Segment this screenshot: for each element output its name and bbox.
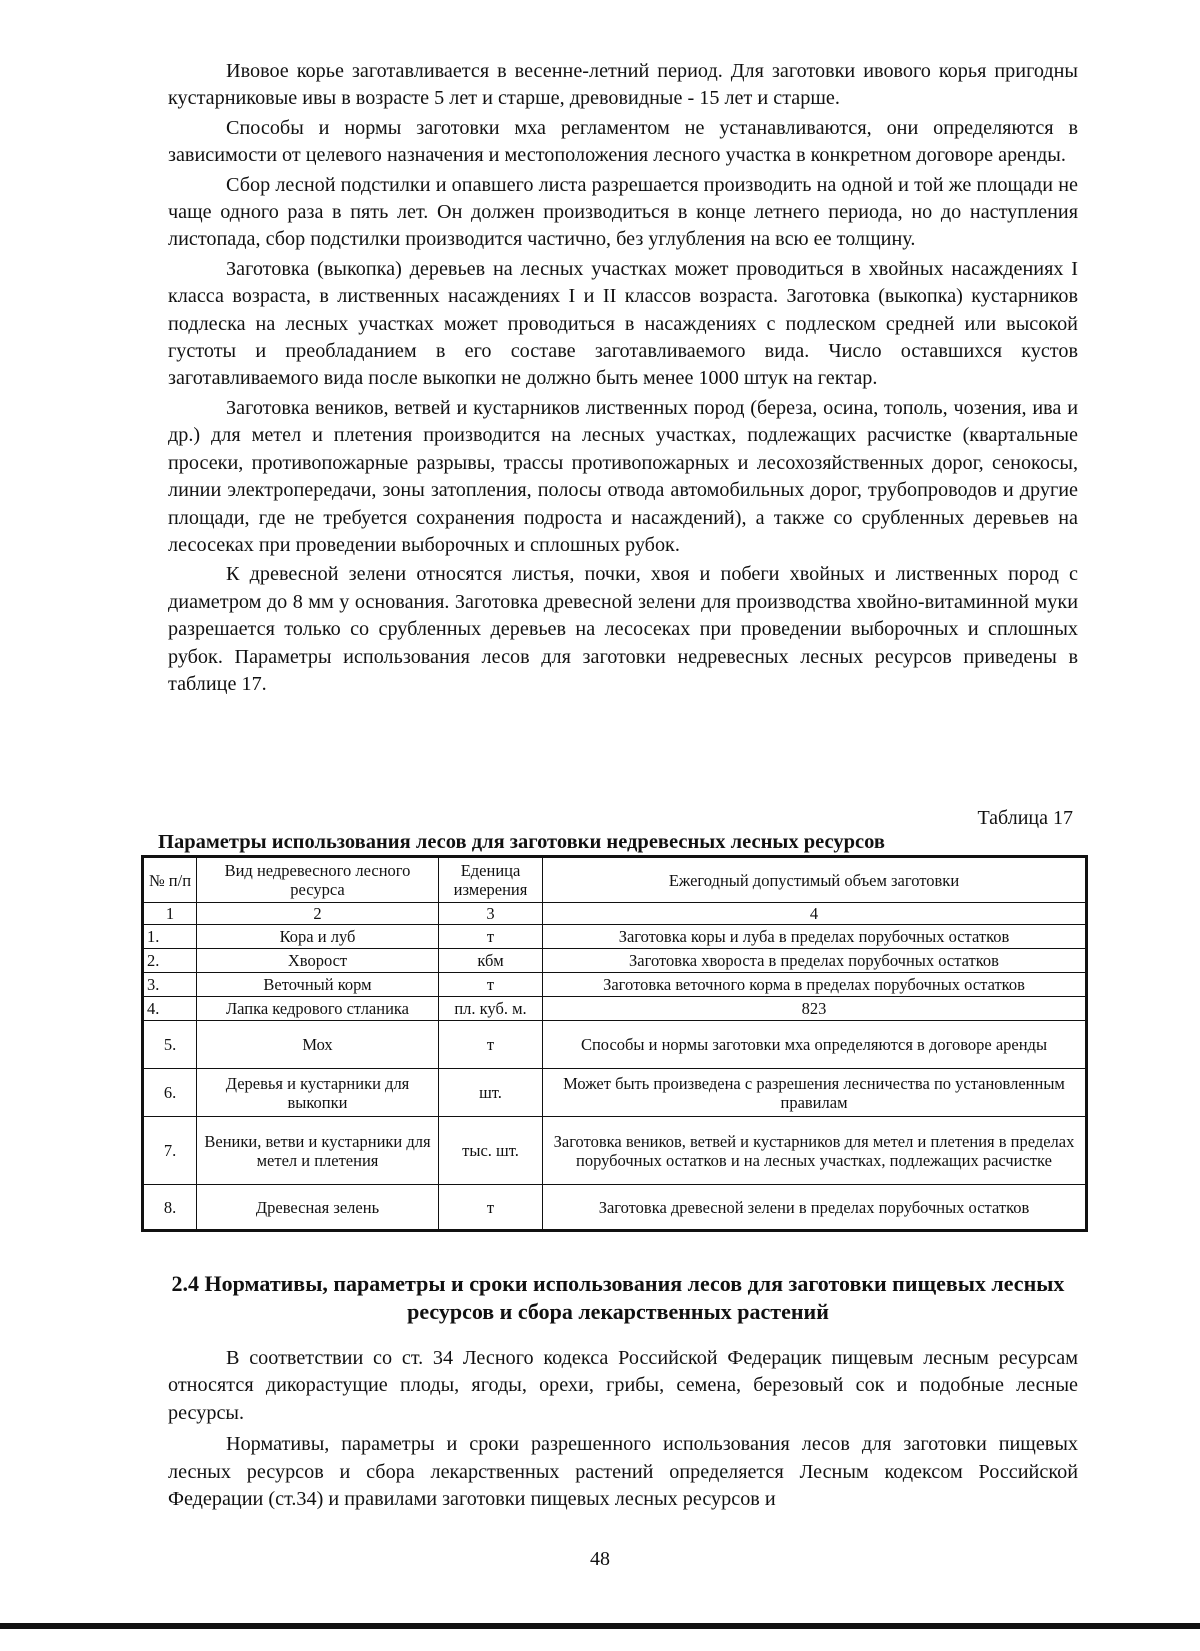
- table-row: [143, 973, 1087, 997]
- row-num: 3.: [143, 973, 197, 997]
- row-resource: Веточный корм: [197, 973, 439, 997]
- row-resource: Лапка кедрового стланика: [197, 997, 439, 1021]
- row-unit: т: [439, 1185, 543, 1231]
- row-volume: Заготовка хвороста в пределах порубочных остатков: [543, 949, 1087, 973]
- parameters-table: [141, 855, 1088, 1232]
- row-resource: Кора и луб: [197, 925, 439, 949]
- row-num: 8.: [143, 1185, 197, 1231]
- row-unit: шт.: [439, 1069, 543, 1117]
- column-number: 1: [143, 903, 197, 925]
- row-resource: Веники, ветви и кустарники для метел и плетения: [197, 1117, 439, 1185]
- paragraph: Нормативы, параметры и сроки разрешенного использования лесов для заготовки пищевых лесных ресурсов и сбора лекарственных растений определяется Лесным кодексом Российской Федерации (ст.34) и правилами заготовки пищевых лесных ресурсов и: [168, 1433, 1078, 1511]
- column-number: 2: [197, 903, 439, 925]
- row-volume: Способы и нормы заготовки мха определяются в договоре аренды: [543, 1021, 1087, 1069]
- table-row: [143, 1117, 1087, 1185]
- row-unit: пл. куб. м.: [439, 997, 543, 1021]
- table-row: [143, 925, 1087, 949]
- table-row: [143, 997, 1087, 1021]
- paragraph: Заготовка (выкопка) деревьев на лесных участках может проводиться в хвойных насаждениях I класса возраста, в лиственных насаждениях I и II классов возраста. Заготовка (выкопка) кустарников подлеска на лесных участках может проводиться в насаждениях с подлеском средней или высокой густоты и преобладанием в его составе заготавливаемого вида. Число оставшихся кустов заготавливаемого вида после выкопки не должно быть менее 1000 штук на гектар.: [168, 257, 1078, 390]
- table-header-row: [143, 857, 1087, 903]
- row-volume: Заготовка веников, ветвей и кустарников для метел и плетения в пределах порубочных остатков и на лесных участках, подлежащих расчистке: [543, 1117, 1087, 1185]
- table-row: [143, 1185, 1087, 1231]
- table-row: [143, 949, 1087, 973]
- row-num: 7.: [143, 1117, 197, 1185]
- paragraph: Ивовое корье заготавливается в весенне-летний период. Для заготовки ивового корья пригодны кустарниковые ивы в возрасте 5 лет и старше, древовидные - 15 лет и старше.: [168, 60, 1078, 110]
- row-num: 2.: [143, 949, 197, 973]
- row-volume: Заготовка коры и луба в пределах порубочных остатков: [543, 925, 1087, 949]
- paragraph: Сбор лесной подстилки и опавшего листа разрешается производить на одной и той же площади не чаще одного раза в пять лет. Он должен производиться в конце летнего периода, но до наступления листопада, сбор подстилки производится частично, без углубления на всю ее толщину.: [168, 173, 1078, 251]
- header-resource: Вид недревесного лесного ресурса: [197, 857, 439, 903]
- row-resource: Деревья и кустарники для выкопки: [197, 1069, 439, 1117]
- header-num: № п/п: [143, 857, 197, 903]
- row-num: 4.: [143, 997, 197, 1021]
- table-title: Параметры использования лесов для заготовки недревесных лесных ресурсов: [158, 831, 885, 853]
- row-volume: Может быть произведена с разрешения лесничества по установленным правилам: [543, 1069, 1087, 1117]
- paragraph: Способы и нормы заготовки мха регламентом не устанавливаются, они определяются в зависимости от целевого назначения и местоположения лесного участка в конкретном договоре аренды.: [168, 116, 1078, 167]
- header-unit: Еденица измерения: [439, 857, 543, 903]
- row-unit: тыс. шт.: [439, 1117, 543, 1185]
- section-heading: 2.4 Нормативы, параметры и сроки использования лесов для заготовки пищевых лесных ресурсов и сбора лекарственных растений: [171, 1271, 1065, 1324]
- column-number: 4: [543, 903, 1087, 925]
- row-unit: кбм: [439, 949, 543, 973]
- row-num: 1.: [143, 925, 197, 949]
- row-volume: 823: [543, 997, 1087, 1021]
- row-unit: т: [439, 1021, 543, 1069]
- table-caption: Таблица 17: [977, 807, 1073, 829]
- paragraph: К древесной зелени относятся листья, почки, хвоя и побеги хвойных и лиственных пород с диаметром до 8 мм у основания. Заготовка древесной зелени для производства хвойно-витаминной муки разрешается только со срубленных деревьев на лесосеках при проведении выборочных и сплошных рубок. Параметры использования лесов для заготовки недревесных лесных ресурсов приведены в таблице 17.: [168, 563, 1078, 695]
- table-row: [143, 1021, 1087, 1069]
- row-resource: Древесная зелень: [197, 1185, 439, 1231]
- row-volume: Заготовка древесной зелени в пределах порубочных остатков: [543, 1185, 1087, 1231]
- paragraph: Заготовка веников, ветвей и кустарников лиственных пород (береза, осина, тополь, чозения, ива и др.) для метел и плетения производится на лесных участках, подлежащих расчистке (квартальные просеки, противопожарные разрывы, трассы противопожарных и лесохозяйственных дорог, сенокосы, линии электропередачи, зоны затопления, полосы отвода автомобильных дорог, трубопроводов и другие площади, где не требуется сохранения подроста и насаждений), а также со срубленных деревьев на лесосеках при проведении выборочных и сплошных рубок.: [168, 396, 1078, 556]
- row-resource: Хворост: [197, 949, 439, 973]
- body-text: [168, 58, 1078, 700]
- row-unit: т: [439, 925, 543, 949]
- bottom-rule: [0, 1623, 1200, 1629]
- table-row: [143, 1069, 1087, 1117]
- row-volume: Заготовка веточного корма в пределах порубочных остатков: [543, 973, 1087, 997]
- section-text: [168, 1345, 1078, 1517]
- column-number: 3: [439, 903, 543, 925]
- row-num: 6.: [143, 1069, 197, 1117]
- page-number: 48: [590, 1548, 610, 1570]
- row-num: 5.: [143, 1021, 197, 1069]
- row-resource: Мох: [197, 1021, 439, 1069]
- paragraph: В соответствии со ст. 34 Лесного кодекса Российской Федерацик пищевым лесным ресурсам относятся дикорастущие плоды, ягоды, орехи, грибы, семена, березовый сок и подобные лесные ресурсы.: [168, 1347, 1078, 1424]
- header-volume: Ежегодный допустимый объем заготовки: [543, 857, 1087, 903]
- column-number-row: [143, 903, 1087, 925]
- row-unit: т: [439, 973, 543, 997]
